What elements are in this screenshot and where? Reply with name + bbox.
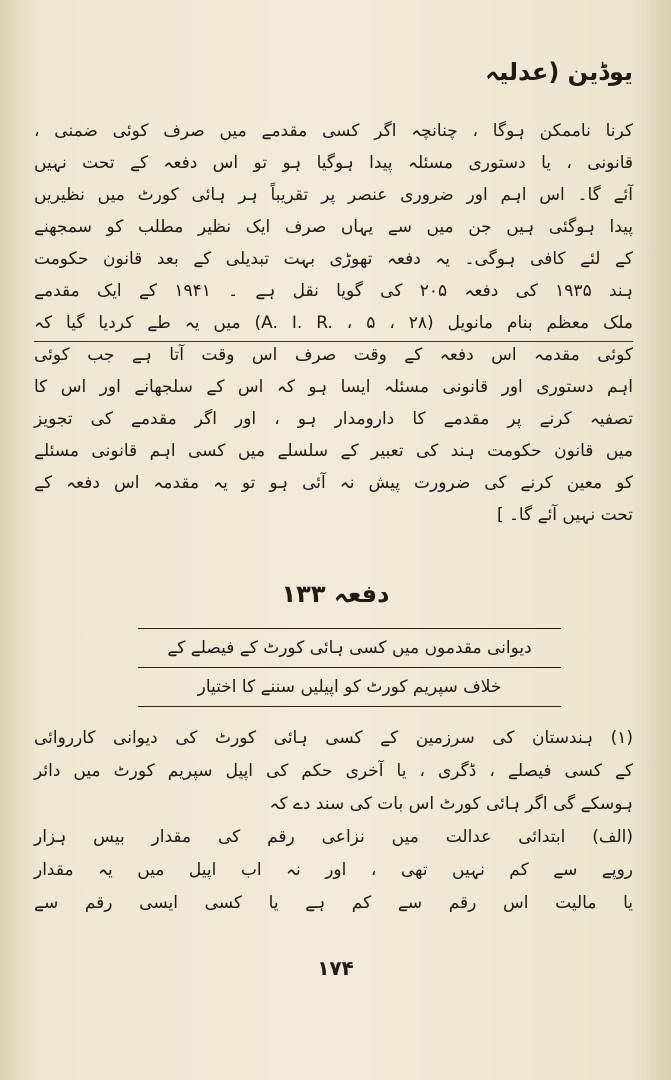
text-line: یا مالیت اس رقم سے کم ہے یا کسی ایسی رقم سے — [34, 893, 633, 913]
text-line: آئے گا۔ اس اہم اور ضروری عنصر پر تقریباً ہر ہائی کورٹ میں نظیریں — [34, 185, 633, 205]
section-title-line: دیوانی مقدموں میں کسی ہائی کورٹ کے فیصلے کے — [138, 628, 561, 668]
section-title-box — [138, 628, 561, 707]
text-line: تصفیہ کرنے پر مقدمے کا دارومدار ہو ، اور اگر مقدمے کی تجویز — [34, 409, 633, 429]
text-line: میں قانون حکومت ہند کی تعبیر کے سلسلے میں کسی اہم قانونی مسئلے — [34, 441, 633, 461]
running-header: یوڈین (عدلیہ — [485, 58, 633, 86]
section-heading: دفعہ ۱۳۳ — [281, 580, 390, 608]
text-line: ملک معظم بنام مانویل (A. I. R. ، ۵ ، ۲۸) میں یہ طے کردیا گیا کہ — [34, 313, 633, 333]
text-line: (الف) ابتدائی عدالت میں نزاعی رقم کی مقدار بیس ہزار — [34, 827, 633, 847]
text-line: ہند ۱۹۳۵ کی دفعہ ۲۰۵ کی گویا نقل ہے ۔ ۱۹۴۱ کے ایک مقدمے — [34, 281, 634, 301]
text-line: پیدا ہوگئی ہیں جن میں سے یہاں صرف ایک نظیر مطلب کو سمجھنے — [34, 217, 633, 237]
text-line: قانونی ، یا دستوری مسئلہ پیدا ہوگیا ہو تو اس دفعہ کے تحت نہیں — [34, 153, 633, 173]
page-number: ۱۷۴ — [317, 956, 354, 980]
text-line: تحت نہیں آئے گا۔ ] — [496, 505, 633, 525]
text-line: کرنا ناممکن ہوگا ، چنانچہ اگر کسی مقدمے میں صرف کوئی ضمنی ، — [34, 121, 633, 141]
paragraph-commentary — [34, 115, 633, 531]
text-line: (۱) ہندستان کی سرزمین کے کسی ہائی کورٹ کی دیوانی کارروائی — [34, 728, 633, 748]
text-line: کوئی مقدمہ اس دفعہ کے وقت صرف اس وقت آتا ہے جب کوئی — [34, 345, 633, 365]
paragraph-section-text — [34, 722, 633, 920]
text-line: کو معین کرنے کی ضرورت پیش نہ آئی ہو تو یہ مقدمہ اس دفعہ کے — [34, 473, 633, 493]
text-line: اہم دستوری اور قانونی مسئلہ ایسا ہو کہ اس کے سلجھانے اور اس کا — [34, 377, 633, 397]
text-line: کے لئے کافی ہوگی۔ یہ دفعہ تھوڑی بہت تبدیلی کے بعد قانون حکومت — [34, 249, 633, 269]
text-line: ہوسکے گی اگر ہائی کورٹ اس بات کی سند دے کہ — [269, 794, 633, 814]
section-title-line: خلاف سپریم کورٹ کو اپیلیں سننے کا اختیار — [138, 668, 561, 707]
underline-rule — [34, 341, 633, 342]
text-line: کے کسی فیصلے ، ڈگری ، یا آخری حکم کی اپیل سپریم کورٹ میں دائر — [34, 761, 633, 781]
text-line: روپے سے کم نہیں تھی ، اور نہ اب اپیل میں یہ مقدار — [34, 860, 633, 880]
